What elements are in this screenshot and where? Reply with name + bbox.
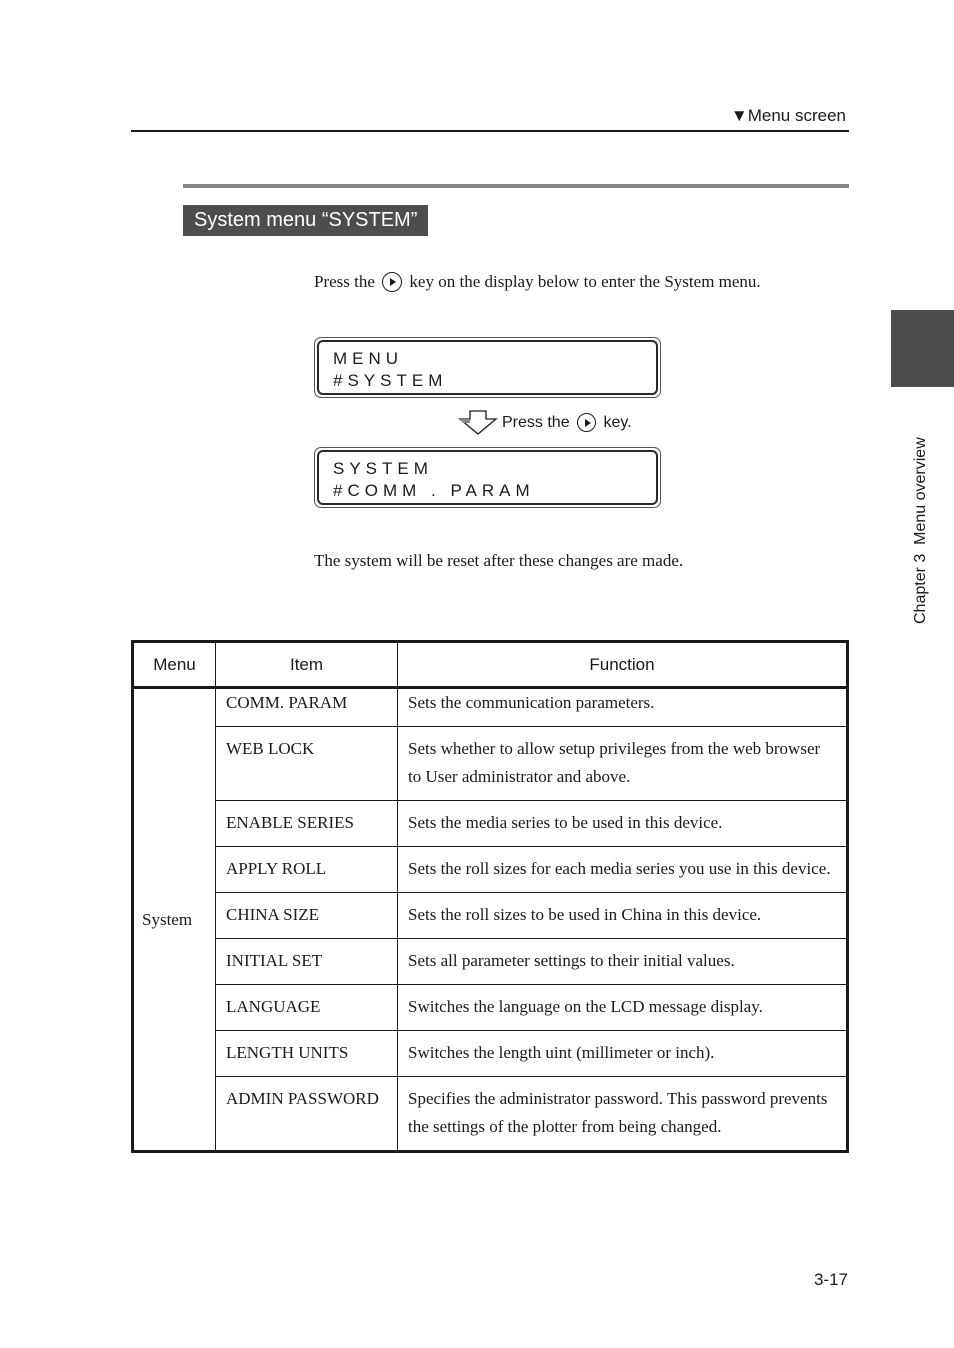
reset-note: The system will be reset after these changes are made. [314, 551, 684, 570]
table-row [133, 1031, 848, 1077]
arrow-step-after-key: key. [603, 414, 632, 431]
lcd-line-1: SYSTEM [333, 459, 433, 478]
down-arrow-icon [458, 409, 498, 435]
table-row [133, 1077, 848, 1152]
table-row [133, 893, 848, 939]
item-cell: CHINA SIZE [216, 893, 398, 939]
chapter-title: Menu overview [912, 437, 929, 545]
header-menu: Menu [133, 642, 216, 688]
function-cell: Sets the roll sizes for each media series you use in this device. [398, 847, 848, 893]
item-cell: WEB LOCK [216, 727, 398, 801]
item-cell: LANGUAGE [216, 985, 398, 1031]
lcd-line-2: #SYSTEM [333, 371, 448, 390]
chapter-number: Chapter 3 [912, 553, 929, 624]
item-cell: LENGTH UNITS [216, 1031, 398, 1077]
table-row [133, 985, 848, 1031]
function-cell: Sets the roll sizes to be used in China in this device. [398, 893, 848, 939]
table-row [133, 801, 848, 847]
table-row [133, 847, 848, 893]
running-title: Menu screen [747, 106, 846, 125]
table-row [133, 688, 848, 727]
function-cell: Sets whether to allow setup privileges from the web browser to User administrator and above. [398, 727, 848, 801]
table-header-row [133, 642, 848, 688]
intro-after-key: key on the display below to enter the System menu. [409, 272, 761, 291]
item-cell: COMM. PARAM [216, 688, 398, 727]
item-cell: ADMIN PASSWORD [216, 1077, 398, 1152]
table-row [133, 939, 848, 985]
function-cell: Sets the media series to be used in this device. [398, 801, 848, 847]
section-rule [183, 184, 849, 188]
item-cell: INITIAL SET [216, 939, 398, 985]
page-number: 3-17 [813, 1270, 848, 1289]
lcd-display-menu [314, 337, 661, 398]
chapter-tab [891, 310, 954, 387]
chapter-label [912, 437, 930, 624]
function-cell: Sets all parameter settings to their initial values. [398, 939, 848, 985]
right-arrow-key-icon [382, 272, 402, 292]
arrow-step [458, 409, 632, 435]
lcd-display-system [314, 447, 661, 508]
function-cell: Switches the language on the LCD message display. [398, 985, 848, 1031]
header-rule [131, 130, 849, 132]
function-cell: Specifies the administrator password. This password prevents the settings of the plotter from being changed. [398, 1077, 848, 1152]
lcd-line-1: MENU [333, 349, 404, 368]
arrow-step-before-key: Press the [502, 414, 570, 431]
triangle-marker-icon: ▼ [730, 106, 748, 125]
header-item: Item [216, 642, 398, 688]
function-cell: Sets the communication parameters. [398, 688, 848, 727]
lcd-line-2: #COMM . PARAM [333, 481, 535, 500]
running-header [731, 106, 846, 126]
item-cell: APPLY ROLL [216, 847, 398, 893]
menu-table [131, 640, 849, 1153]
section-title: System menu “SYSTEM” [183, 205, 428, 236]
item-cell: ENABLE SERIES [216, 801, 398, 847]
intro-text [314, 272, 761, 292]
function-cell: Switches the length uint (millimeter or inch). [398, 1031, 848, 1077]
header-function: Function [398, 642, 848, 688]
table-row [133, 727, 848, 801]
intro-before-key: Press the [314, 272, 375, 291]
menu-cell: System [133, 688, 216, 1152]
right-arrow-key-icon [577, 413, 596, 432]
